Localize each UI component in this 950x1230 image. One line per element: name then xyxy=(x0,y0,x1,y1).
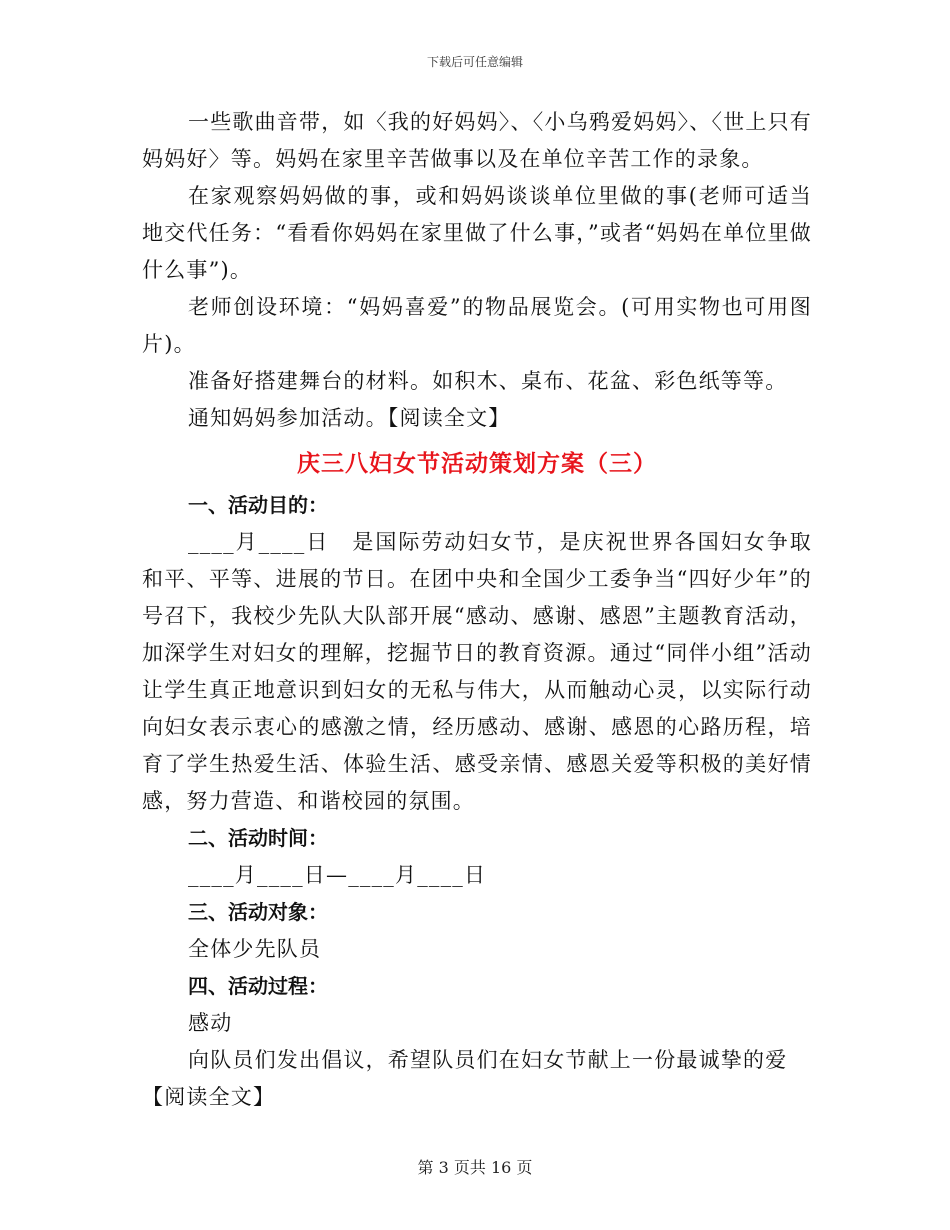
paragraph-prev-3: 老师创设环境：“妈妈喜爱”的物品展览会。(可用实物也可用图片)。 xyxy=(142,295,812,356)
paragraph-prev-2: 在家观察妈妈做的事，或和妈妈谈谈单位里做的事(老师可适当地交代任务：“看看你妈妈在家里做了什么事，”或者“妈妈在单位里做什么事”)。 xyxy=(142,184,812,282)
paragraph-process-detail: 向队员们发出倡议，希望队员们在妇女节献上一份最诚挚的爱 xyxy=(188,1048,788,1072)
paragraph-prev-1: 一些歌曲音带，如〈我的好妈妈〉、〈小乌鸦爱妈妈〉、〈世上只有妈妈好〉等。妈妈在家里辛苦做事以及在单位辛苦工作的录象。 xyxy=(142,110,812,171)
section-heading-audience: 三、活动对象： xyxy=(188,900,328,924)
article-title: 庆三八妇女节活动策划方案（三） xyxy=(297,451,657,477)
paragraph-time: ____月____日—____月____日 xyxy=(188,863,487,887)
paragraph-audience: 全体少先队员 xyxy=(188,937,322,961)
page-number-footer: 第 3 页共 16 页 xyxy=(417,1158,533,1177)
section-heading-time: 二、活动时间： xyxy=(188,826,328,850)
section-heading-purpose: 一、活动目的： xyxy=(188,493,328,517)
paragraph-prev-4: 准备好搭建舞台的材料。如积木、桌布、花盆、彩色纸等等。 xyxy=(188,369,788,393)
section-heading-process: 四、活动过程： xyxy=(188,974,328,998)
paragraph-process-step: 感动 xyxy=(188,1011,233,1035)
paragraph-purpose: ____月____日 是国际劳动妇女节，是庆祝世界各国妇女争取和平、平等、进展的节日。在团中央和全国少工委争当“四好少年”的号召下，我校少先队大队部开展“感动、感谢、感恩”主题教育活动，加深学生对妇女的理解，挖掘节日的教育资源。通过“同伴小组”活动让学生真正地意识到妇女的无私与伟大，从而触动心灵，以实际行动向妇女表示衷心的感激之情，经历感动、感谢、感恩的心路历程，培育了学生热爱生活、体验生活、感受亲情、感恩关爱等积极的美好情感，努力营造、和谐校园的氛围。 xyxy=(142,530,812,813)
paragraph-prev-5-read-more[interactable]: 通知妈妈参加活动。【阅读全文】 xyxy=(188,406,511,430)
read-more-link[interactable]: 【阅读全文】 xyxy=(142,1085,276,1109)
page-header-note: 下载后可任意编辑 xyxy=(426,55,523,69)
document-body xyxy=(142,104,812,1116)
